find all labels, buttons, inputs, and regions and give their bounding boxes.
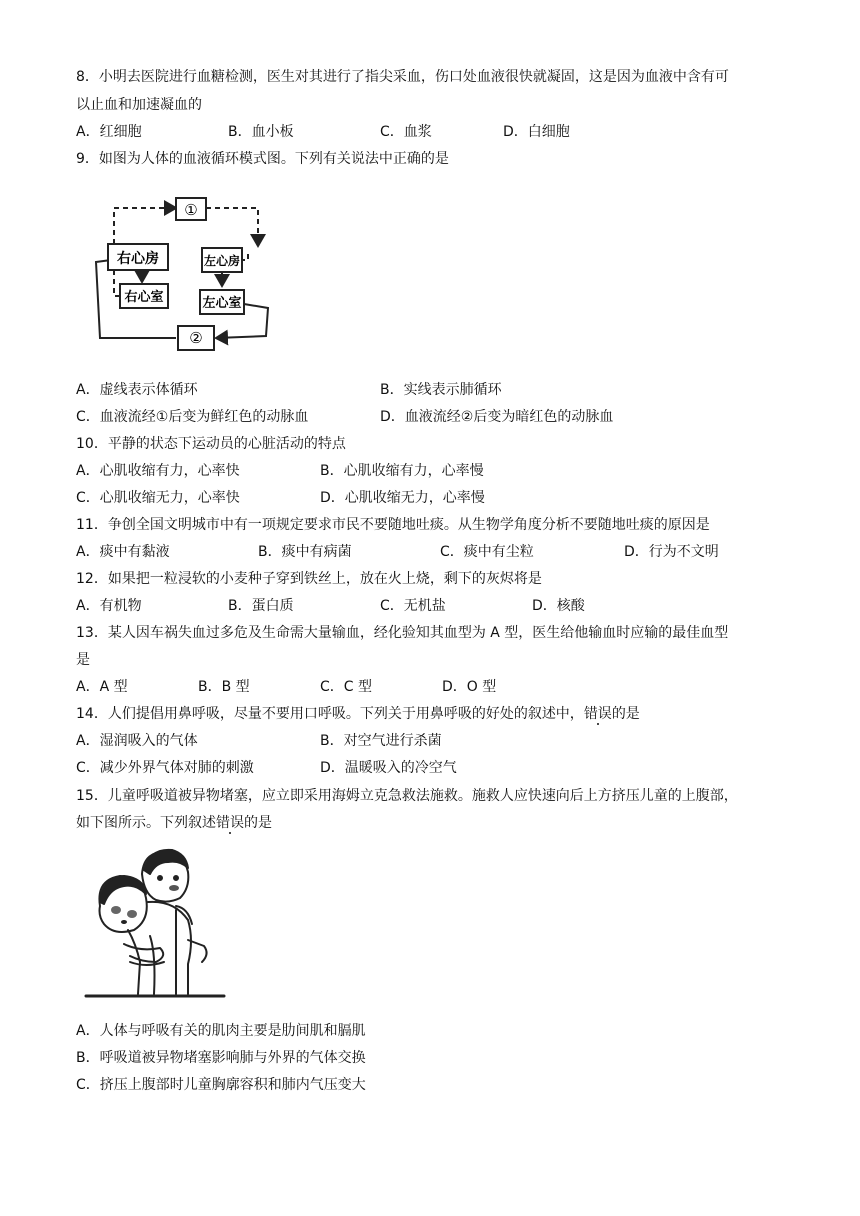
- child-cheek-left: [111, 906, 121, 914]
- q15-stem-line1: 15．儿童呼吸道被异物堵塞，应立即采用海姆立克急救法施救。施救人应快速向后上方挤压儿童的上腹部，: [76, 788, 738, 804]
- child-mouth: [121, 920, 127, 924]
- q13-option-b[interactable]: B．B 型: [198, 679, 250, 695]
- q15-option-c[interactable]: C．挤压上腹部时儿童胸廓容积和肺内气压变大: [76, 1077, 366, 1093]
- q10-option-d[interactable]: D．心肌收缩无力，心率慢: [320, 490, 485, 506]
- q12-option-a[interactable]: A．有机物: [76, 598, 142, 614]
- q14-option-c[interactable]: C．减少外界气体对肺的刺激: [76, 760, 254, 776]
- rescuer-cheek: [169, 885, 179, 891]
- q11-option-d[interactable]: D．行为不文明: [624, 544, 719, 560]
- q11-option-b[interactable]: B．痰中有病菌: [258, 544, 352, 560]
- q10-stem: 10．平静的状态下运动员的心脏活动的特点: [76, 436, 346, 452]
- q8-option-b[interactable]: B．血小板: [228, 124, 294, 140]
- q12-option-b[interactable]: B．蛋白质: [228, 598, 294, 614]
- q8-option-a[interactable]: A．红细胞: [76, 124, 142, 140]
- q14-stem: [76, 704, 640, 724]
- q15-stem-post: 的是: [244, 815, 272, 831]
- heimlich-maneuver-illustration: [84, 844, 232, 1004]
- q13-option-c[interactable]: C．C 型: [320, 679, 373, 695]
- q14-stem-emphasis: 错误: [583, 706, 612, 722]
- q15-stem-emphasis: 错误: [216, 815, 244, 831]
- q9-stem: 9．如图为人体的血液循环模式图。下列有关说法中正确的是: [76, 151, 449, 167]
- q13-stem-line1: 13．某人因车祸失血过多危及生命需大量输血，经化验知其血型为 A 型，医生给他输血时应输的最佳血型: [76, 625, 729, 641]
- q12-option-c[interactable]: C．无机盐: [380, 598, 446, 614]
- right-ventricle-label: 右心室: [124, 290, 164, 305]
- q15-stem-line2: [76, 813, 272, 833]
- q9-option-b[interactable]: B．实线表示肺循环: [380, 382, 502, 398]
- q12-stem: 12．如果把一粒浸软的小麦种子穿到铁丝上，放在火上烧，剩下的灰烬将是: [76, 571, 542, 587]
- box-1-label: ①: [184, 201, 198, 219]
- child-cheek-right: [127, 910, 137, 918]
- left-ventricle-label: 左心室: [202, 296, 242, 311]
- q10-option-b[interactable]: B．心肌收缩有力，心率慢: [320, 463, 484, 479]
- rescuer-eye-left: [158, 876, 162, 880]
- blood-circulation-diagram: [84, 186, 280, 360]
- q11-option-c[interactable]: C．痰中有尘粒: [440, 544, 534, 560]
- right-atrium-label: 右心房: [117, 251, 159, 267]
- q11-stem: 11．争创全国文明城市中有一项规定要求市民不要随地吐痰。从生物学角度分析不要随地吐痰的原因是: [76, 517, 710, 533]
- q14-stem-post: 的是: [611, 706, 640, 722]
- q8-option-d[interactable]: D．白细胞: [503, 124, 570, 140]
- q9-option-c[interactable]: C．血液流经①后变为鲜红色的动脉血: [76, 409, 309, 425]
- q11-option-a[interactable]: A．痰中有黏液: [76, 544, 170, 560]
- q13-stem-line2: 是: [76, 652, 90, 668]
- left-atrium-label: 左心房: [203, 254, 241, 268]
- q14-stem-pre: 14．人们提倡用鼻呼吸，尽量不要用口呼吸。下列关于用鼻呼吸的好处的叙述中，: [76, 706, 584, 722]
- q12-option-d[interactable]: D．核酸: [532, 598, 585, 614]
- q8-option-c[interactable]: C．血浆: [380, 124, 432, 140]
- rescuer-eye-right: [174, 876, 178, 880]
- q14-option-b[interactable]: B．对空气进行杀菌: [320, 733, 442, 749]
- box-2-label: ②: [189, 329, 203, 347]
- q15-stem-pre: 如下图所示。下列叙述: [76, 815, 216, 831]
- q15-option-b[interactable]: B．呼吸道被异物堵塞影响肺与外界的气体交换: [76, 1050, 366, 1066]
- q9-option-d[interactable]: D．血液流经②后变为暗红色的动脉血: [380, 409, 614, 425]
- q10-option-a[interactable]: A．心肌收缩有力，心率快: [76, 463, 240, 479]
- dashed-line-top-left: [114, 208, 176, 244]
- q9-option-a[interactable]: A．虚线表示体循环: [76, 382, 198, 398]
- q13-option-a[interactable]: A．A 型: [76, 679, 128, 695]
- q10-option-c[interactable]: C．心肌收缩无力，心率快: [76, 490, 240, 506]
- q14-option-a[interactable]: A．湿润吸入的气体: [76, 733, 198, 749]
- dashed-line-top-right: [206, 208, 258, 246]
- q13-option-d[interactable]: D．O 型: [442, 679, 497, 695]
- child-waist: [130, 962, 164, 965]
- q8-stem-line1: 8．小明去医院进行血糖检测，医生对其进行了指尖采血，伤口处血液很快就凝固，这是因为血液中含有可: [76, 69, 729, 85]
- q14-option-d[interactable]: D．温暖吸入的冷空气: [320, 760, 457, 776]
- q15-option-a[interactable]: A．人体与呼吸有关的肌肉主要是肋间肌和膈肌: [76, 1023, 366, 1039]
- q8-stem-line2: 以止血和加速凝血的: [76, 97, 202, 113]
